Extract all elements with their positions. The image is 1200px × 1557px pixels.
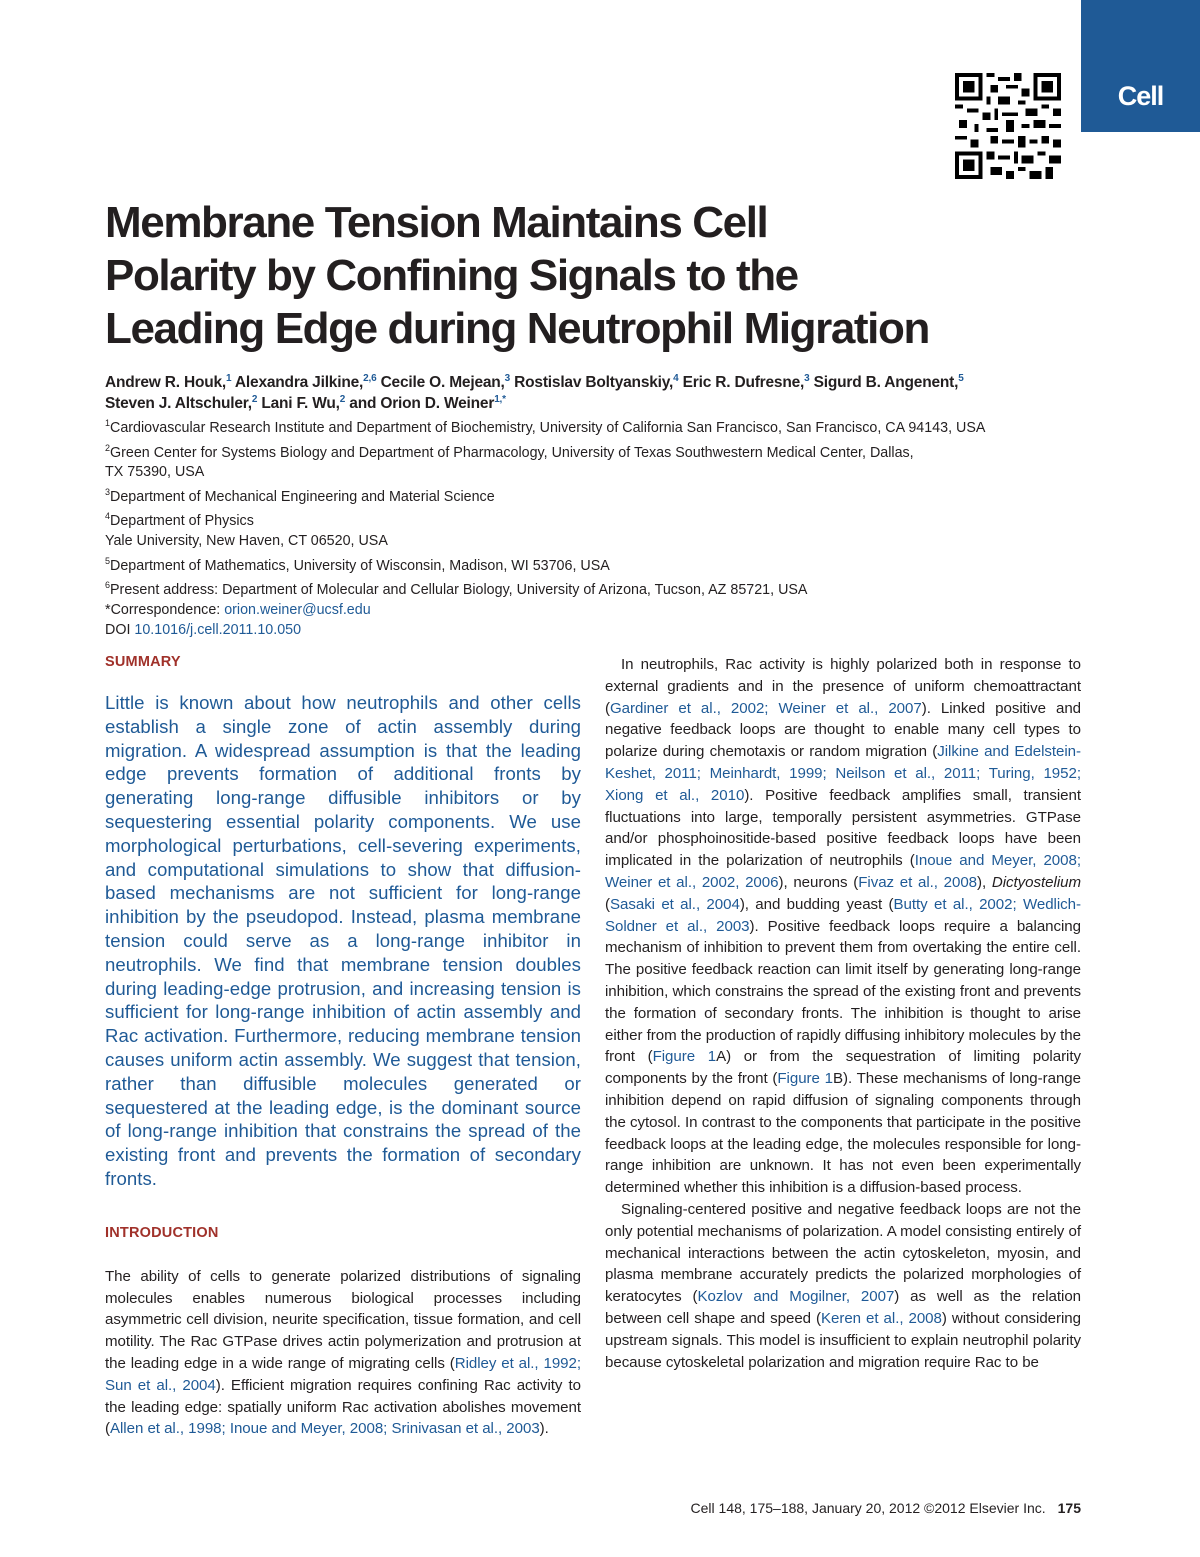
affiliation-item: $^1$Cardiovascular Research Institute and Department of Biochemistry, University of California San Francisco, San Francisco, CA 94143, USA	[105, 418, 986, 436]
intro-paragraph: The ability of cells to generate polarized distributions of signaling molecules enables numerous biological processes including asymmetric cell division, neurite specification, tissue formation, and cell motility. The Rac GTPase drives actin polymerization and protrusion at the leading edge in a wide range of migrating cells (Ridley et al., 1992; Sun et al., 2004). Efficient migration requires confining Rac activity to the leading edge: spatially uniform Rac activation abolishes movement (Allen et al., 1998; Inoue and Meyer, 2008; Srinivasan et al., 2003).	[105, 1267, 581, 1438]
citation-link[interactable]: Jilkine and Edelstein-Keshet, 2011; Meinhardt, 1999; Neilson et al., 2011; Turing, 1952; Xiong et al., 2010	[605, 743, 1081, 804]
introduction-heading: INTRODUCTION	[105, 1224, 219, 1241]
doi-link[interactable]: 10.1016/j.cell.2011.10.050	[134, 621, 302, 638]
affiliation-item: $^2$Green Center for Systems Biology and Department of Pharmacology, University of Texas Southwestern Medical Center, Dallas,	[105, 442, 914, 461]
author-name: Lani F. Wu,	[261, 395, 340, 412]
author-name: Sigurd B. Angenent,	[813, 374, 959, 391]
title-line: Membrane Tension Maintains Cell	[105, 198, 768, 247]
affiliation-list	[105, 414, 1095, 641]
correspondence-line: *Correspondence: orion.weiner@ucsf.edu	[105, 601, 371, 618]
citation-line: Cell 148, 175–188, January 20, 2012 ©2012 Elsevier Inc.	[690, 1500, 1046, 1516]
page-number: 175	[1057, 1500, 1081, 1516]
author-affiliation-mark: 2	[339, 393, 346, 405]
author-affiliation-mark: 1,*	[494, 393, 506, 405]
page-footer	[600, 1500, 1081, 1516]
correspondence-email-link[interactable]: orion.weiner@ucsf.edu	[224, 601, 371, 618]
doi-line: DOI 10.1016/j.cell.2011.10.050	[105, 621, 302, 638]
affiliation-item: $^5$Department of Mathematics, University of Wisconsin, Madison, WI 53706, USA	[105, 555, 610, 574]
affiliation-item: $^3$Department of Mechanical Engineering and Material Science	[105, 486, 495, 505]
left-column	[105, 654, 581, 1440]
summary-text: Little is known about how neutrophils and other cells establish a single zone of actin assembly during migration. A widespread assumption is that the leading edge prevents formation of additional fronts by generating long-range diffusible inhibitors or by sequestering essential polarity components. We use morphological perturbations, cell-severing experiments, and computational simulations to show that diffusion-based mechanisms are not sufficient for long-range inhibition by the pseudopod. Instead, plasma membrane tension could serve as a long-range inhibitor in neutrophils. We find that membrane tension doubles during leading-edge protrusion, and increasing tension is sufficient for long-range inhibition of actin assembly and Rac activation. Furthermore, reducing membrane tension causes uniform actin assembly. We suggest that tension, rather than diffusible molecules generated or sequestered at the leading edge, is the dominant source of long-range inhibition that constrains the spread of the existing front and prevents the formation of secondary fronts.	[105, 692, 581, 1189]
citation-link[interactable]: Ridley et al., 1992; Sun et al., 2004	[105, 1354, 581, 1394]
author-affiliation-mark: 2	[251, 393, 258, 405]
author-name: and Orion D. Weiner	[349, 395, 495, 412]
citation-link[interactable]: Figure 1	[652, 1048, 717, 1066]
author-affiliation-mark: 5	[958, 372, 964, 384]
author-name: Rostislav Boltyanskiy,	[514, 374, 674, 391]
author-name: Steven J. Altschuler,	[105, 395, 252, 412]
summary-heading: SUMMARY	[105, 654, 181, 670]
author-affiliation-mark: 4	[673, 372, 679, 384]
affiliation-item: $^6$Present address: Department of Molecular and Cellular Biology, University of Arizona, Tucson, AZ 85721, USA	[105, 580, 808, 599]
author-affiliation-mark: 1	[226, 372, 232, 384]
affiliation-item: Yale University, New Haven, CT 06520, USA	[105, 533, 388, 550]
author-name: Andrew R. Houk,	[105, 374, 227, 391]
intro-paragraph: Signaling-centered positive and negative feedback loops are not the only potential mechanisms of polarization. A model consisting entirely of mechanical interactions between the actin cytoskeleton, myosin, and plasma membrane accurately predicts the polarized morphologies of keratocytes (Kozlov and Mogilner, 2007) as well as the relation between cell shape and speed (Keren et al., 2008) without considering upstream signals. This model is insufficient to explain neutrophil polarity because cytoskeletal polarization and migration require Rac to be	[605, 1200, 1082, 1371]
author-list	[105, 372, 1095, 414]
author-name: Cecile O. Mejean,	[380, 374, 505, 391]
citation-link[interactable]: Butty et al., 2002; Wedlich-Soldner et al., 2003	[605, 895, 1081, 935]
citation-link[interactable]: Sasaki et al., 2004	[609, 895, 740, 913]
citation-link[interactable]: Keren et al., 2008	[821, 1309, 942, 1327]
author-affiliation-mark: 3	[504, 372, 511, 384]
citation-link[interactable]: Inoue and Meyer, 2008; Weiner et al., 2002, 2006	[605, 852, 1081, 891]
author-name: Alexandra Jilkine,	[234, 374, 364, 391]
citation-link[interactable]: Gardiner et al., 2002; Weiner et al., 2007	[609, 699, 922, 717]
qr-code-icon	[954, 73, 1062, 179]
citation-link[interactable]: Allen et al., 1998; Inoue and Meyer, 2008; Srinivasan et al., 2003	[109, 1420, 540, 1438]
author-affiliation-mark: 3	[804, 372, 810, 384]
journal-logo: Cell	[1081, 0, 1200, 132]
citation-link[interactable]: Fivaz et al., 2008	[858, 873, 978, 891]
author-affiliation-mark: 2,6	[363, 372, 377, 384]
affiliation-item: $^4$Department of Physics	[105, 511, 254, 530]
citation-link[interactable]: Kozlov and Mogilner, 2007	[697, 1288, 895, 1306]
paper-title	[105, 196, 1065, 355]
italic-term: Dictyostelium	[991, 873, 1081, 891]
right-column	[605, 654, 1081, 1373]
intro-paragraph: In neutrophils, Rac activity is highly polarized both in response to external gradients and in the presence of uniform chemoattractant (Gardiner et al., 2002; Weiner et al., 2007). Linked positive and negative feedback loops are thought to enable many cell types to polarize during chemotaxis or random migration (Jilkine and Edelstein-Keshet, 2011; Meinhardt, 1999; Neilson et al., 2011; Turing, 1952; Xiong et al., 2010). Positive feedback amplifies small, transient fluctuations into large, temporally persistent asymmetries. GTPase and/or phosphoinositide-based positive feedback loops have been implicated in the polarization of neutrophils (Inoue and Meyer, 2008; Weiner et al., 2002, 2006), neurons (Fivaz et al., 2008), Dictyostelium (Sasaki et al., 2004), and budding yeast (Butty et al., 2002; Wedlich-Soldner et al., 2003). Positive feedback loops require a balancing mechanism of inhibition to prevent them from overtaking the entire cell. The positive feedback reaction can limit itself by generating long-range inhibition, which constrains the spread of the existing front and prevents the formation of secondary fronts. The inhibition is thought to arise either from the production of rapidly diffusing inhibitory molecules by the front (Figure 1A) or from the sequestration of limiting polarity components by the front (Figure 1B). These mechanisms of long-range inhibition depend on rapid diffusion of signaling components through the cytosol. In contrast to the components that participate in the positive feedback loops at the leading edge, the molecules responsible for long-range inhibition are unknown. It has not even been experimentally determined whether this inhibition is a diffusion-based process.	[605, 656, 1082, 1197]
author-name: Eric R. Dufresne,	[682, 374, 805, 391]
affiliation-item: TX 75390, USA	[105, 464, 205, 481]
title-line: Polarity by Confining Signals to the	[105, 251, 798, 300]
citation-link[interactable]: Figure 1	[777, 1070, 833, 1088]
title-line: Leading Edge during Neutrophil Migration	[105, 304, 929, 353]
